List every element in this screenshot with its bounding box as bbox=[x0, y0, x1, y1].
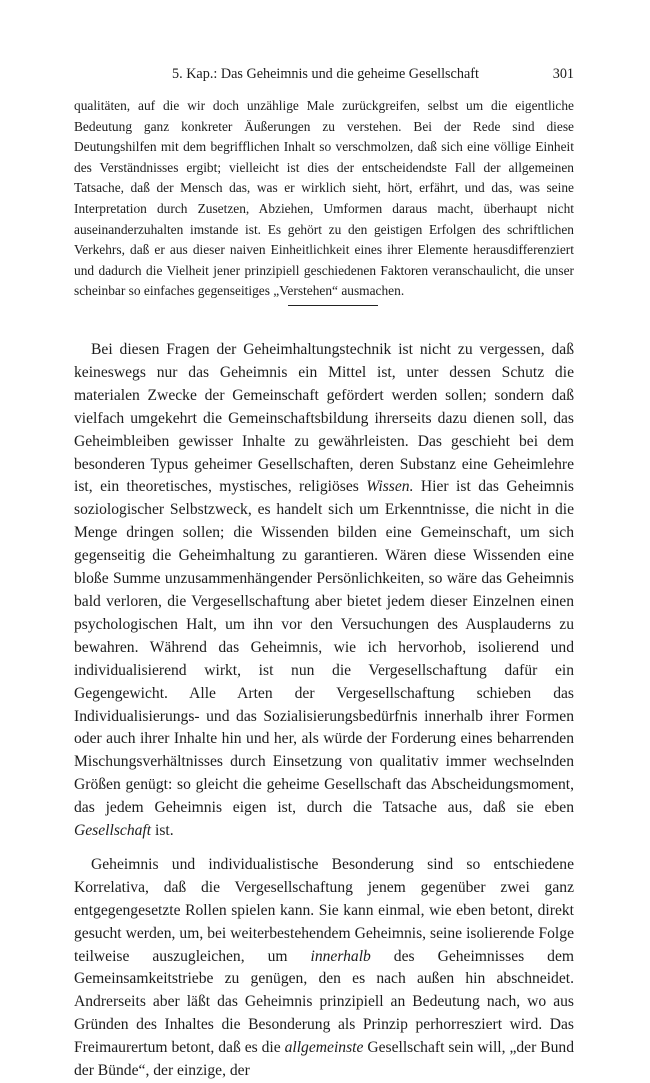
paragraph-1-text-b: Hier ist das Geheimnis soziologischer Selbstzweck, es handelt sich um Erkenntnisse, die nicht in die Menge dringen sollen; die Wissenden bilden eine Gemeinschaft, um sich gegenseitig die Geheimhaltung zu garantieren. Wären diese Wissenden eine bloße Summe unzusammenhängender Persönlichkeiten, so wäre das Geheimnis bald verloren, die Vergesellschaftung aber bietet jedem dieser Einzelnen einen psychologischen Halt, um ihn vor den Versuchungen des Ausplauderns zu bewahren. Während das Geheimnis, wie ich hervorhob, isolierend und individualisierend wirkt, ist nun die Vergesellschaftung dafür ein Gegengewicht. Alle Arten der Vergesellschaftung schieben das Individualisierungs- und das Sozialisierungsbedürfnis innerhalb ihrer Formen oder auch ihrer Inhalte hin und her, als würde der Forderung eines beharrenden Mischungsverhältnisses durch Einsetzung von qualitativ immer wechselnden Größen genügt: so gleicht die geheime Gesellschaft das Abscheidungsmoment, das jedem Geheimnis eigen ist, durch die Tatsache aus, daß sie eben bbox=[74, 478, 574, 817]
section-divider bbox=[288, 305, 378, 306]
running-header bbox=[74, 66, 574, 86]
small-print-text: qualitäten, auf die wir doch unzählige Male zurückgreifen, selbst um die eigentliche Bedeutung ganz konkreter Äußerungen zu verstehen. Bei der Rede sind diese Deutungshilfen mit dem begrifflichen Inhalt so verschmolzen, daß sich eine völlige Einheit des Verständnisses ergibt; vielleicht ist dies der entscheidendste Fall der allgemeinen Tatsache, daß der Mensch das, was er wirklich sieht, hört, erfährt, und das, was seine Interpretation durch Zusetzen, Abziehen, Umformen daraus macht, überhaupt nicht auseinanderzuhalten imstande ist. Es gehört zu den geistigen Erfolgen des schriftlichen Verkehrs, daß er aus dieser naiven Einheitlichkeit eines ihrer Elemente herausdifferenziert und dadurch die Vielheit jener prinzipiell geschiedenen Faktoren veranschaulicht, die unser scheinbar so einfaches gegenseitiges „Verstehen“ ausmachen. bbox=[74, 98, 574, 299]
body-paragraph-2 bbox=[74, 854, 574, 1083]
small-print-paragraph bbox=[74, 96, 574, 302]
paragraph-1-text-c: ist. bbox=[151, 822, 174, 840]
paragraph-2-italic-b: allgemeinste bbox=[284, 1039, 364, 1057]
main-body bbox=[74, 339, 574, 1083]
paragraph-2-italic-a: innerhalb bbox=[310, 947, 371, 965]
chapter-title: 5. Kap.: Das Geheimnis und die geheime Gesellschaft bbox=[172, 66, 479, 82]
body-paragraph-1 bbox=[74, 339, 574, 843]
paragraph-1-italic-a: Wissen. bbox=[366, 478, 414, 496]
paragraph-2-text-b: des Geheimnisses dem Gemeinsamkeitstriebe zu genügen, den es nach außen hin abschneidet. Andrerseits aber läßt das Geheimnis prinzipiell an Bedeutung nach, wo aus Gründen des Inhaltes die Besonderung als Prinzip perhorresziert wird. Das Freimaurertum betont, daß es die bbox=[74, 947, 574, 1057]
paragraph-2-text-a: Geheimnis und individualistische Besonderung sind so entschiedene Korrelativa, daß die Vergesellschaftung jenem gegenüber zwei ganz entgegengesetzte Rollen spielen kann. Sie kann einmal, wie eben betont, direkt gesucht werden, um, bei weiterbestehendem Geheimnis, seine isolierende Folge teilweise auszugleichen, um bbox=[74, 855, 574, 965]
paragraph-1-italic-b: Gesellschaft bbox=[74, 822, 152, 840]
paragraph-1-text-a: Bei diesen Fragen der Geheimhaltungstechnik ist nicht zu vergessen, daß keineswegs nur das Geheimnis ein Mittel ist, unter dessen Schutz die materialen Zwecke der Gemeinschaft gefördert werden sollen; sondern daß vielfach umgekehrt die Gemeinschaftsbildung ihrerseits dazu dienen soll, das Geheimbleiben gewisser Inhalte zu gewährleisten. Das geschieht bei dem besonderen Typus geheimer Gesellschaften, deren Substanz eine Geheimlehre ist, ein theoretisches, mystisches, religiöses bbox=[74, 341, 574, 496]
page-number: 301 bbox=[552, 66, 574, 82]
paragraph-2-text-c: Gesellschaft sein will, „der Bund der Bünde“, der einzige, der bbox=[74, 1039, 574, 1080]
